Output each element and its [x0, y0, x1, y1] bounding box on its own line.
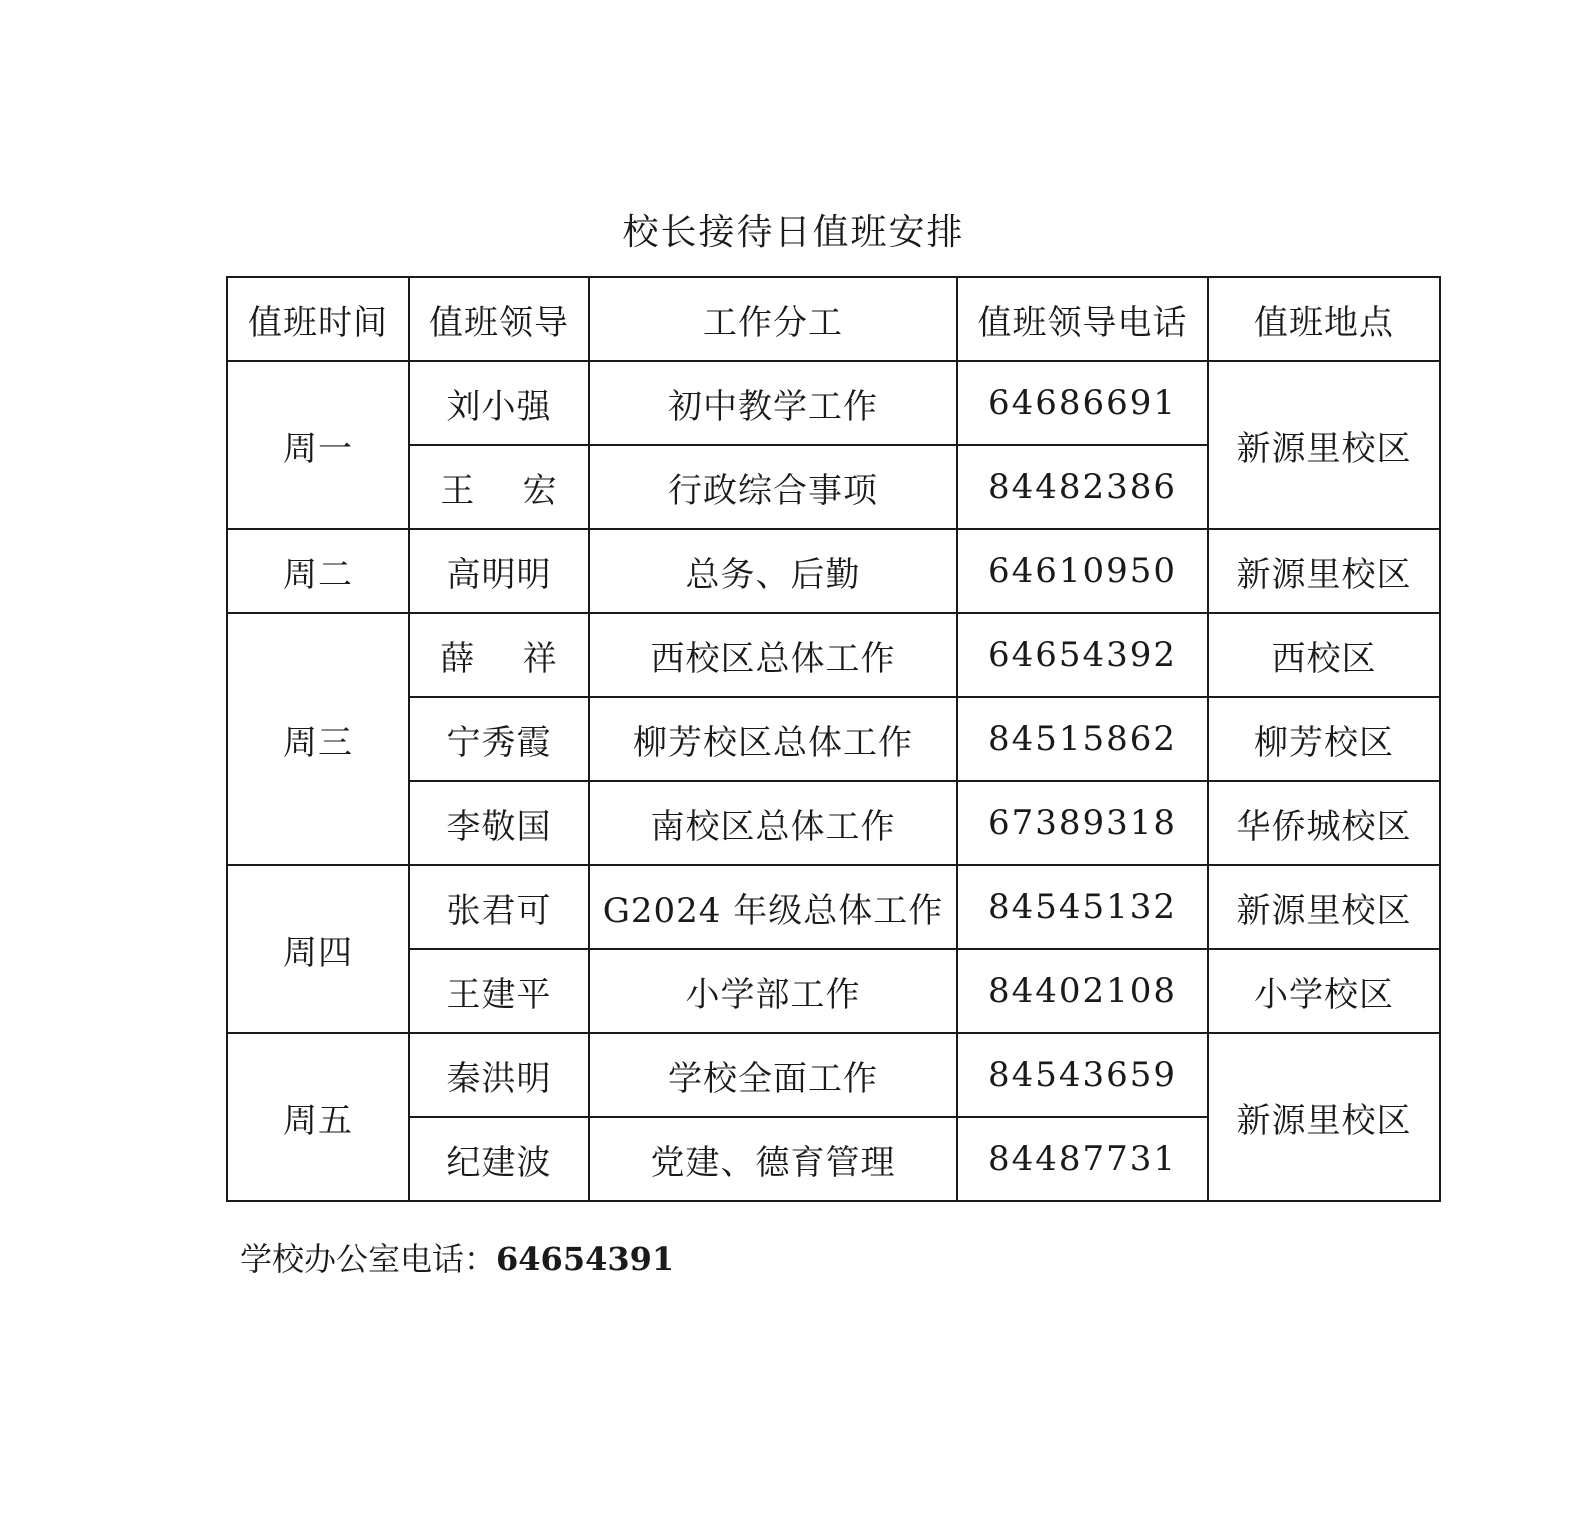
- location-cell: 柳芳校区: [1208, 697, 1440, 781]
- table-row: [227, 1033, 1440, 1117]
- header-duty-leader: 值班领导: [409, 277, 589, 361]
- duty-cell: 柳芳校区总体工作: [589, 697, 957, 781]
- location-cell: 新源里校区: [1208, 361, 1440, 529]
- duty-cell: 小学部工作: [589, 949, 957, 1033]
- duty-cell: 行政综合事项: [589, 445, 957, 529]
- day-cell: 周四: [227, 865, 409, 1033]
- duty-cell: 党建、德育管理: [589, 1117, 957, 1201]
- day-cell: 周二: [227, 529, 409, 613]
- day-cell: 周三: [227, 613, 409, 865]
- phone-cell: 84543659: [957, 1033, 1208, 1117]
- location-cell: 新源里校区: [1208, 1033, 1440, 1201]
- header-work-division: 工作分工: [589, 277, 957, 361]
- day-cell: 周五: [227, 1033, 409, 1201]
- phone-cell: 64686691: [957, 361, 1208, 445]
- duty-cell: 西校区总体工作: [589, 613, 957, 697]
- header-duty-time: 值班时间: [227, 277, 409, 361]
- table-row: [227, 697, 1440, 781]
- location-cell: 小学校区: [1208, 949, 1440, 1033]
- office-phone-label: 学校办公室电话：: [240, 1240, 497, 1278]
- table-row: [227, 361, 1440, 445]
- table-row: [227, 529, 1440, 613]
- table-header-row: [227, 277, 1440, 361]
- location-cell: 华侨城校区: [1208, 781, 1440, 865]
- document-title: 校长接待日值班安排: [622, 212, 965, 253]
- location-cell: 西校区: [1208, 613, 1440, 697]
- leader-cell: 宁秀霞: [409, 697, 589, 781]
- phone-cell: 64610950: [957, 529, 1208, 613]
- duty-cell: G2024 年级总体工作: [589, 865, 957, 949]
- table-row: [227, 949, 1440, 1033]
- office-phone-note: [240, 1234, 674, 1284]
- table-row: [227, 865, 1440, 949]
- duty-cell: 初中教学工作: [589, 361, 957, 445]
- phone-cell: 67389318: [957, 781, 1208, 865]
- leader-cell: 秦洪明: [409, 1033, 589, 1117]
- leader-cell: 李敬国: [409, 781, 589, 865]
- phone-cell: 84482386: [957, 445, 1208, 529]
- leader-cell: 高明明: [409, 529, 589, 613]
- leader-cell: 王 宏: [409, 445, 589, 529]
- office-phone-number: 64654391: [496, 1240, 675, 1278]
- table-row: [227, 781, 1440, 865]
- leader-cell: 王建平: [409, 949, 589, 1033]
- duty-cell: 学校全面工作: [589, 1033, 957, 1117]
- phone-cell: 64654392: [957, 613, 1208, 697]
- header-duty-location: 值班地点: [1208, 277, 1440, 361]
- day-cell: 周一: [227, 361, 409, 529]
- location-cell: 新源里校区: [1208, 529, 1440, 613]
- leader-cell: 纪建波: [409, 1117, 589, 1201]
- phone-cell: 84402108: [957, 949, 1208, 1033]
- table-row: [227, 613, 1440, 697]
- leader-cell: 张君可: [409, 865, 589, 949]
- duty-cell: 南校区总体工作: [589, 781, 957, 865]
- header-leader-phone: 值班领导电话: [957, 277, 1208, 361]
- phone-cell: 84515862: [957, 697, 1208, 781]
- location-cell: 新源里校区: [1208, 865, 1440, 949]
- leader-cell: 刘小强: [409, 361, 589, 445]
- duty-schedule-table: [226, 276, 1441, 1202]
- phone-cell: 84487731: [957, 1117, 1208, 1201]
- duty-cell: 总务、后勤: [589, 529, 957, 613]
- leader-cell: 薛 祥: [409, 613, 589, 697]
- phone-cell: 84545132: [957, 865, 1208, 949]
